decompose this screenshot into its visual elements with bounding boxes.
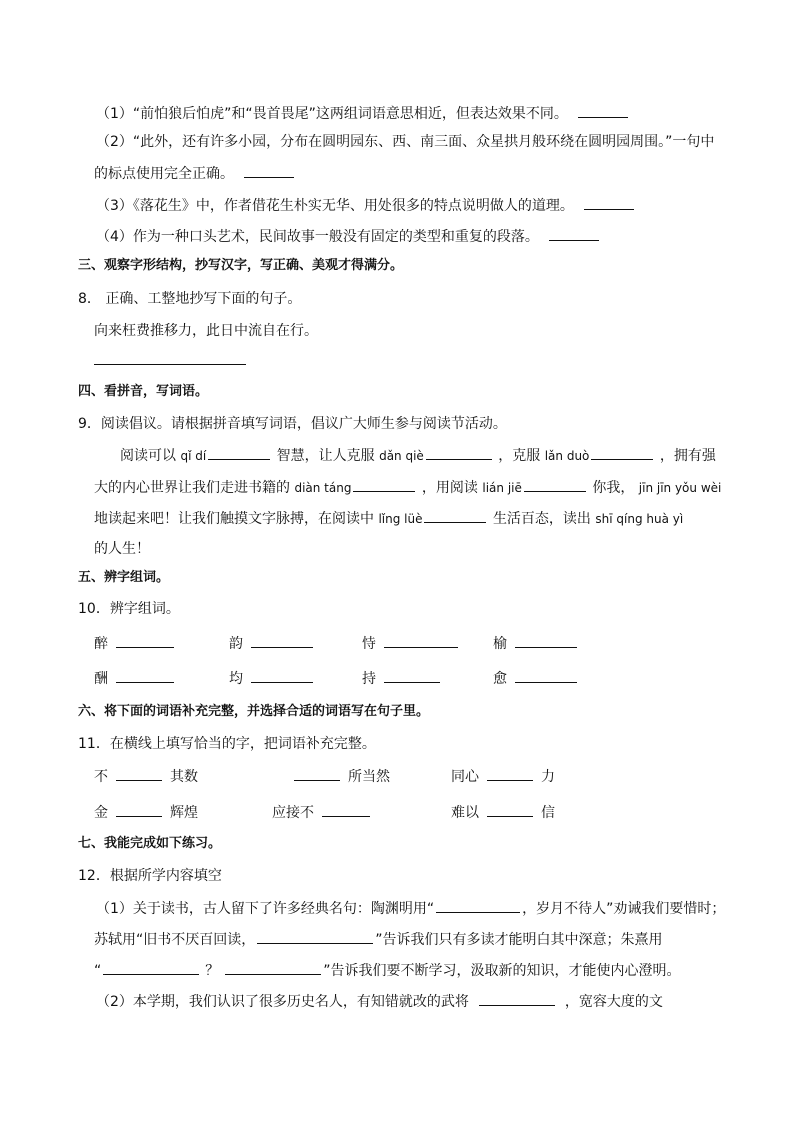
q9-text: 生活百态，读出 — [492, 511, 591, 527]
char: 榆 — [493, 636, 507, 652]
q12-text: ，岁月不待人”劝诫我们要惜时； — [522, 901, 726, 917]
q9-text: 阅读可以 — [120, 448, 176, 464]
char: 均 — [229, 671, 243, 687]
word-part: 难以 — [451, 805, 479, 821]
section-6-title: 六、将下面的词语补充完整，并选择合适的词语写在句子里。 — [78, 704, 430, 719]
q12-text: ？ — [205, 963, 220, 979]
answer-blank[interactable] — [578, 103, 628, 118]
q7-item-2-text: （2）“此外，还有许多小园，分布在圆明园东、西、南三面、众星拱月般环绕在圆明园周围。”一句中 — [96, 134, 715, 150]
q7-item-3-text: （3）《落花生》中，作者借花生朴实无华、用处很多的特点说明做人的道理。 — [96, 198, 574, 214]
char: 韵 — [229, 636, 243, 652]
answer-blank[interactable] — [116, 766, 162, 781]
answer-blank[interactable] — [251, 633, 313, 648]
char: 酬 — [94, 671, 108, 687]
word-part: 应接不 — [272, 805, 314, 821]
char: 醉 — [94, 636, 108, 652]
q9-text: 智慧，让人克服 — [276, 448, 375, 464]
section-3-title: 三、观察字形结构，抄写汉字，写正确、美观才得满分。 — [78, 258, 404, 273]
word-part: 金 — [94, 805, 108, 821]
char: 愈 — [493, 671, 507, 687]
word-part: 所当然 — [348, 769, 390, 785]
q11-item — [272, 802, 378, 823]
answer-blank[interactable] — [225, 960, 321, 975]
q11-item — [94, 766, 198, 787]
q9-text: 地读起来吧！让我们触摸文字脉搏，在阅读中 — [94, 511, 374, 527]
q12-text: ”告诉我们要不断学习，汲取新的知识，才能使内心澄明。 — [323, 963, 681, 979]
q11-item — [451, 766, 555, 787]
q12-text: ”告诉我们只有多读才能明白其中深意；朱熹用 — [375, 932, 663, 948]
q12-label: 12．根据所学内容填空 — [78, 868, 222, 884]
q10-label: 10．辨字组词。 — [78, 601, 180, 617]
answer-blank[interactable] — [257, 929, 373, 944]
char: 持 — [362, 671, 376, 687]
answer-blank[interactable] — [116, 802, 162, 817]
q9-text: ，用阅读 — [421, 480, 478, 496]
word-part: 信 — [541, 805, 555, 821]
answer-blank[interactable] — [524, 477, 586, 492]
q8-sentence: 向来枉费推移力，此日中流自在行。 — [94, 323, 318, 339]
answer-blank[interactable] — [116, 633, 174, 648]
answer-blank[interactable] — [479, 991, 555, 1006]
answer-blank[interactable] — [584, 195, 634, 210]
answer-blank[interactable] — [515, 633, 577, 648]
q7-item-2-cont — [94, 163, 296, 184]
q9-line-1 — [120, 445, 716, 466]
char: 恃 — [362, 636, 376, 652]
answer-blank[interactable] — [424, 508, 486, 523]
answer-blank[interactable] — [591, 445, 653, 460]
answer-blank[interactable] — [294, 766, 340, 781]
q12-text: （2）本学期，我们认识了很多历史名人，有知错就改的武将 — [96, 994, 469, 1010]
answer-blank[interactable] — [487, 766, 533, 781]
q12-text: （1）关于读书，古人留下了许多经典名句：陶渊明用“ — [96, 901, 435, 917]
q12-text: 苏轼用“旧书不厌百回读， — [94, 932, 256, 948]
q12-line-4 — [96, 991, 663, 1012]
answer-blank[interactable] — [116, 668, 174, 683]
answer-blank[interactable] — [426, 445, 492, 460]
answer-blank[interactable] — [244, 163, 294, 178]
pinyin: diàn táng — [294, 481, 352, 495]
q9-text: ，拥有强 — [659, 448, 716, 464]
q9-line-4: 的人生！ — [94, 541, 150, 557]
q8-copy-line[interactable] — [94, 350, 246, 365]
q12-line-1 — [96, 898, 725, 919]
answer-blank[interactable] — [384, 668, 440, 683]
pinyin: lǎn duò — [544, 449, 590, 463]
q12-text: ，宽容大度的文 — [564, 994, 663, 1010]
q10-item — [229, 668, 315, 689]
answer-blank[interactable] — [353, 477, 415, 492]
q11-item — [94, 802, 198, 823]
answer-blank[interactable] — [103, 960, 199, 975]
q12-text: “ — [94, 963, 102, 979]
q10-item — [493, 633, 579, 654]
q10-item — [229, 633, 315, 654]
q10-item — [94, 668, 176, 689]
q9-line-3 — [94, 508, 683, 529]
q9-text: 你我， — [592, 480, 635, 496]
q10-item — [493, 668, 579, 689]
pinyin: jīn jīn yǒu wèi — [638, 481, 722, 495]
q12-line-2 — [94, 929, 663, 950]
answer-blank[interactable] — [515, 668, 577, 683]
section-4-title: 四、看拼音，写词语。 — [78, 384, 209, 399]
pinyin: lián jiē — [482, 481, 522, 495]
pinyin: qǐ dí — [180, 449, 207, 463]
answer-blank[interactable] — [208, 445, 270, 460]
word-part: 同心 — [451, 769, 479, 785]
q11-item — [294, 766, 390, 787]
answer-blank[interactable] — [384, 633, 458, 648]
answer-blank[interactable] — [487, 802, 533, 817]
q7-item-2 — [96, 132, 714, 152]
section-7-title: 七、我能完成如下练习。 — [78, 836, 222, 851]
q7-item-2-cont-text: 的标点使用完全正确。 — [94, 166, 234, 182]
q7-item-4-text: （4）作为一种口头艺术，民间故事一般没有固定的类型和重复的段落。 — [96, 229, 539, 245]
answer-blank[interactable] — [251, 668, 313, 683]
pinyin: dǎn qiè — [379, 449, 424, 463]
q9-text: ，克服 — [498, 448, 541, 464]
word-part: 力 — [541, 769, 555, 785]
q10-item — [362, 633, 460, 654]
answer-blank[interactable] — [322, 802, 370, 817]
q7-item-3 — [96, 195, 636, 216]
q9-line-2 — [94, 477, 721, 498]
word-part: 其数 — [170, 769, 198, 785]
pinyin: shī qíng huà yì — [595, 512, 684, 526]
q12-line-3 — [94, 960, 681, 981]
q7-item-4 — [96, 226, 601, 247]
answer-blank[interactable] — [436, 898, 520, 913]
q11-item — [451, 802, 555, 823]
answer-blank[interactable] — [549, 226, 599, 241]
pinyin: lǐng lüè — [378, 512, 423, 526]
word-part: 不 — [94, 769, 108, 785]
q9-text: 大的内心世界让我们走进书籍的 — [94, 480, 290, 496]
q7-item-1 — [96, 103, 630, 124]
q8-label: 8． 正确、工整地抄写下面的句子。 — [78, 291, 302, 307]
word-part: 辉煌 — [170, 805, 198, 821]
q10-item — [362, 668, 442, 689]
q9-label: 9．阅读倡议。请根据拼音填写词语，倡议广大师生参与阅读节活动。 — [78, 416, 507, 432]
q7-item-1-text: （1）“前怕狼后怕虎”和“畏首畏尾”这两组词语意思相近，但表达效果不同。 — [96, 106, 568, 122]
q10-item — [94, 633, 176, 654]
section-5-title: 五、辨字组词。 — [78, 570, 170, 585]
q11-label: 11．在横线上填写恰当的字，把词语补充完整。 — [78, 736, 376, 752]
